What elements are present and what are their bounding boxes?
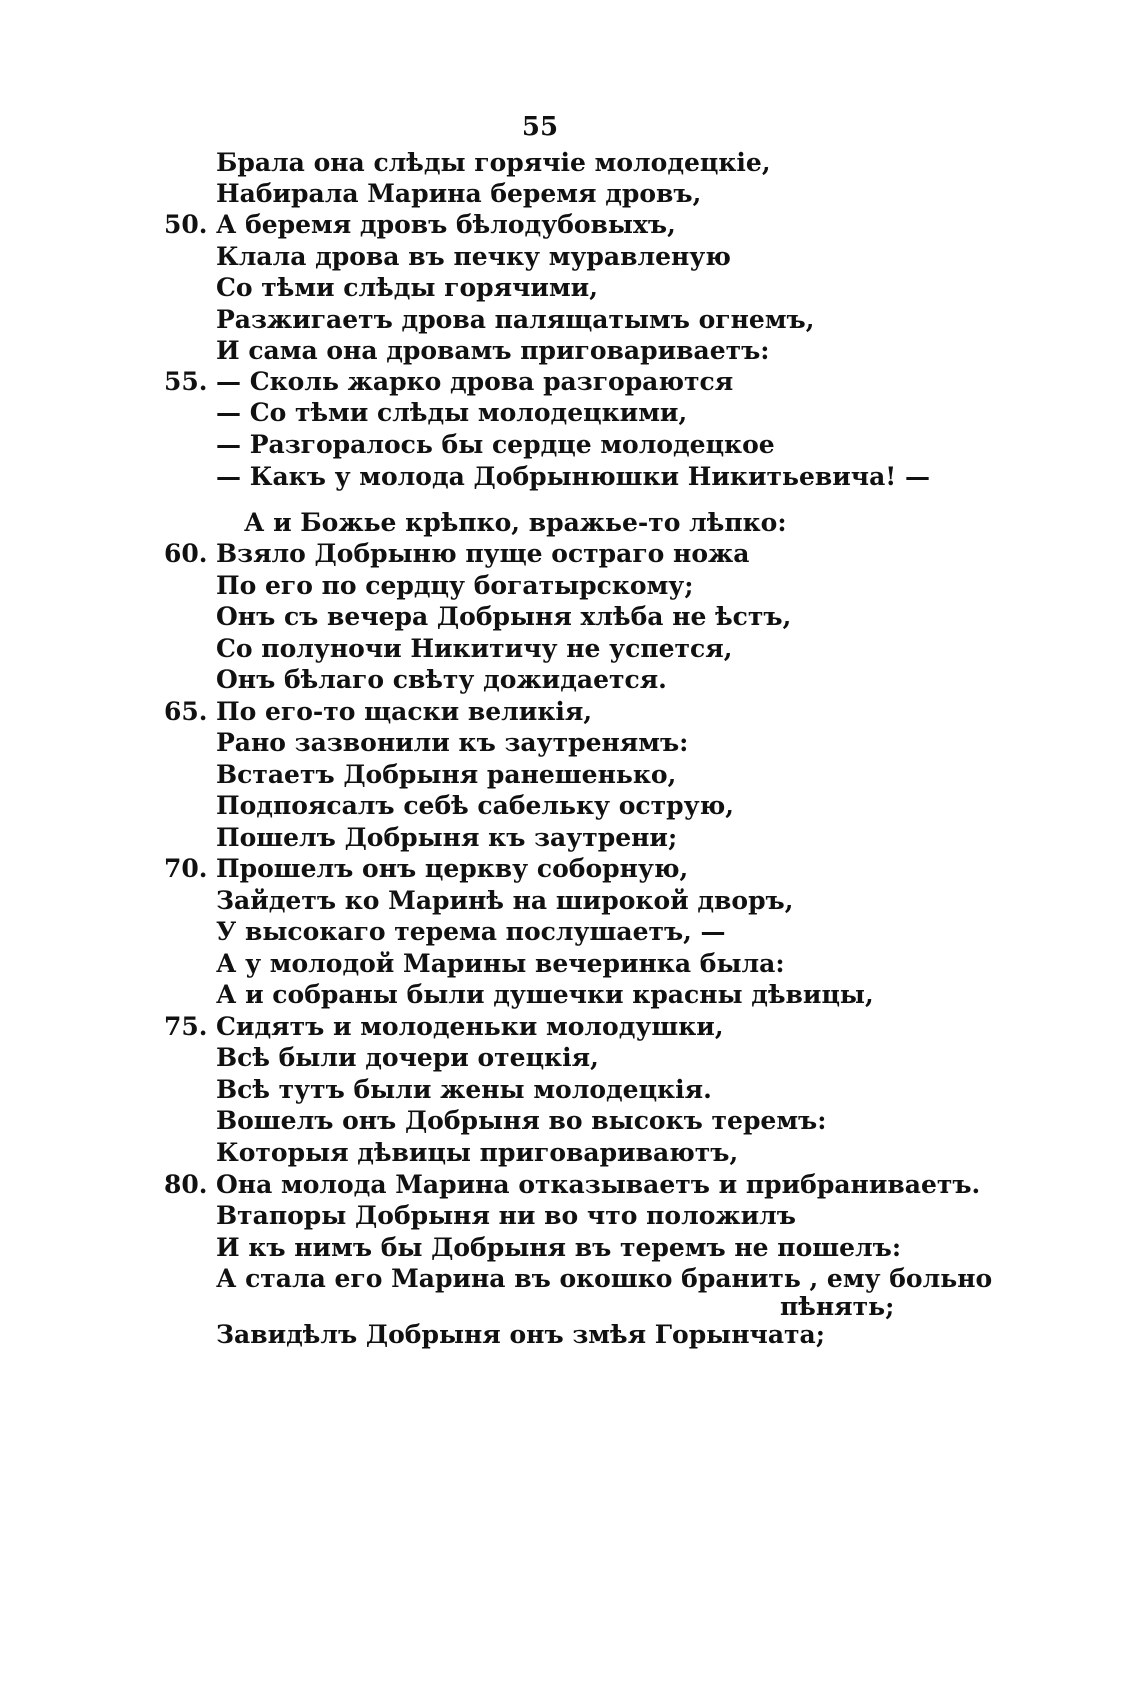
verse-text: А и собраны были душечки красны дѣвицы, <box>216 980 874 1009</box>
verse-text: Рано зазвонили къ заутренямъ: <box>216 728 689 757</box>
verse-text: пѣнять; <box>780 1292 895 1321</box>
verse-text: Она молода Марина отказываетъ и прибраниваетъ. <box>216 1170 981 1199</box>
verse-text: Со тѣми слѣды горячими, <box>216 273 598 302</box>
verse-text: Со полуночи Никитичу не успется, <box>216 634 733 663</box>
verse-text: Вошелъ онъ Добрыня во высокъ теремъ: <box>216 1106 827 1135</box>
verse-text: Всѣ тутъ были жены молодецкія. <box>216 1075 712 1104</box>
verse-text: Разжигаетъ дрова палящатымъ огнемъ, <box>216 305 815 334</box>
line-number: 65. <box>164 697 208 726</box>
verse-text: Прошелъ онъ церкву соборную, <box>216 854 689 883</box>
verse-text: Подпоясалъ себѣ сабельку острую, <box>216 791 734 820</box>
line-number: 60. <box>164 539 208 568</box>
verse-text: По его по сердцу богатырскому; <box>216 571 694 600</box>
verse-text: Клала дрова въ печку муравленую <box>216 242 731 271</box>
verse-text: — Разгоралось бы сердце молодецкое <box>216 430 775 459</box>
line-number: 70. <box>164 854 208 883</box>
verse-text: — Какъ у молода Добрынюшки Никитьевича! — <box>216 462 930 491</box>
verse-text: Набирала Марина беремя дровъ, <box>216 179 702 208</box>
line-number: 75. <box>164 1012 208 1041</box>
verse-text: И сама она дровамъ приговариваетъ: <box>216 336 770 365</box>
verse-text: А и Божье крѣпко, вражье-то лѣпко: <box>244 508 787 537</box>
verse-text: По его-то щаски великія, <box>216 697 593 726</box>
line-number: 50. <box>164 210 208 239</box>
verse-text: И къ нимъ бы Добрыня въ теремъ не пошелъ: <box>216 1233 902 1262</box>
line-number: 55. <box>164 367 208 396</box>
verse-text: А беремя дровъ бѣлодубовыхъ, <box>216 210 676 239</box>
page-number: 55 <box>521 112 559 142</box>
verse-text: — Сколь жарко дрова разгораются <box>216 367 734 396</box>
verse-text: Завидѣлъ Добрыня онъ змѣя Горынчата; <box>216 1320 825 1349</box>
verse-text: Втапоры Добрыня ни во что положилъ <box>216 1201 796 1230</box>
verse-text: У высокаго терема послушаетъ, — <box>216 917 726 946</box>
verse-text: Брала она слѣды горячіе молодецкіе, <box>216 148 771 177</box>
verse-text: Сидятъ и молоденьки молодушки, <box>216 1012 724 1041</box>
verse-text: Взяло Добрыню пуще остраго ножа <box>216 539 750 568</box>
verse-text: Зайдетъ ко Маринѣ на широкой дворъ, <box>216 886 794 915</box>
verse-text: — Со тѣми слѣды молодецкими, <box>216 398 688 427</box>
verse-text: Которыя дѣвицы приговариваютъ, <box>216 1138 739 1167</box>
verse-text: А стала его Марина въ окошко бранить , ему больно <box>216 1264 993 1293</box>
verse-text: Всѣ были дочери отецкія, <box>216 1043 599 1072</box>
verse-text: Пошелъ Добрыня къ заутрени; <box>216 823 678 852</box>
line-number: 80. <box>164 1170 208 1199</box>
verse-text: А у молодой Марины вечеринка была: <box>216 949 785 978</box>
verse-text: Онъ бѣлаго свѣту дожидается. <box>216 665 667 694</box>
verse-text: Встаетъ Добрыня ранешенько, <box>216 760 677 789</box>
verse-text: Онъ съ вечера Добрыня хлѣба не ѣстъ, <box>216 602 792 631</box>
